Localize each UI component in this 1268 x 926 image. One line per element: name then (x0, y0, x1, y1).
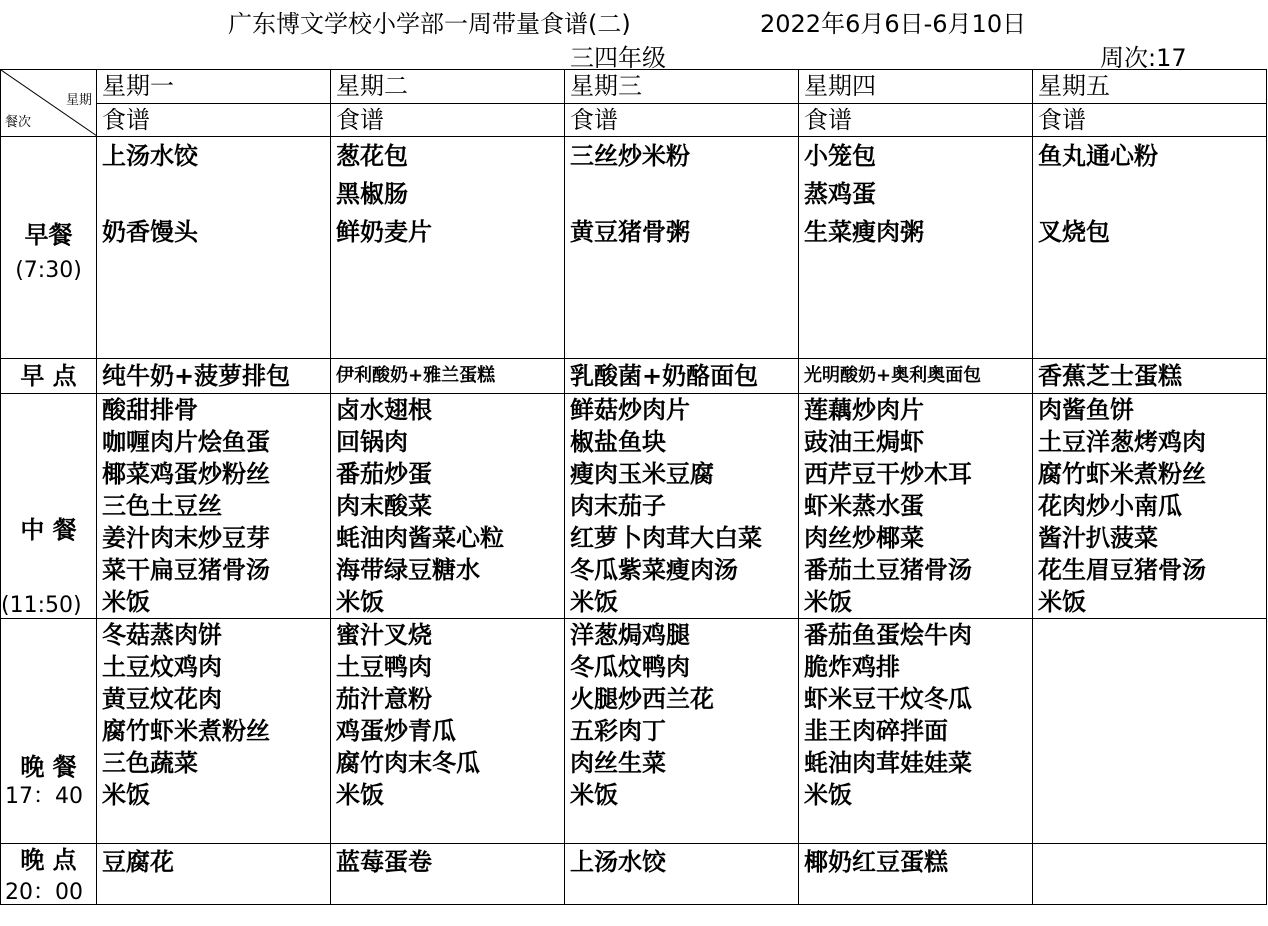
menu-title: 广东博文学校小学部一周带量食谱(二) (228, 10, 631, 38)
dish: 米饭 (102, 588, 150, 616)
dish (1038, 175, 1266, 213)
dish: 鱼丸通心粉 (1038, 142, 1158, 170)
dish: 莲藕炒肉片 (804, 396, 924, 424)
morning-snack-row (1, 359, 1267, 394)
dish: 豉油王焗虾 (804, 428, 924, 456)
dish: 葱花包 (336, 142, 408, 170)
night-snack-item: 蓝莓蛋卷 (331, 844, 565, 905)
night-snack-item: 豆腐花 (97, 844, 331, 905)
dinner-cell-empty (1033, 619, 1267, 844)
dish: 西芹豆干炒木耳 (804, 460, 972, 488)
dish: 蜜汁叉烧 (336, 621, 432, 649)
breakfast-label-cell (1, 137, 97, 359)
dish: 洋葱焗鸡腿 (570, 621, 690, 649)
dish: 腐竹虾米煮粉丝 (102, 717, 270, 745)
day-header: 星期三 (565, 70, 799, 104)
day-header: 星期一 (97, 70, 331, 104)
dinner-cell (97, 619, 331, 844)
dish: 三色土豆丝 (102, 492, 222, 520)
dish: 番茄土豆猪骨汤 (804, 556, 972, 584)
breakfast-cell (97, 137, 331, 359)
dish: 虾米蒸水蛋 (804, 492, 924, 520)
night-snack-item: 上汤水饺 (565, 844, 799, 905)
dish: 三丝炒米粉 (570, 142, 690, 170)
dish: 菜干扁豆猪骨汤 (102, 556, 270, 584)
week-number: 周次:17 (1100, 44, 1187, 72)
dish: 叉烧包 (1038, 218, 1110, 246)
dish: 肉酱鱼饼 (1038, 396, 1134, 424)
dish: 肉末酸菜 (336, 492, 432, 520)
lunch-label: 中 餐 (20, 516, 77, 544)
snack-item: 香蕉芝士蛋糕 (1033, 359, 1267, 394)
breakfast-row (1, 137, 1267, 359)
breakfast-cell (799, 137, 1033, 359)
dinner-label-cell (1, 619, 97, 844)
dish: 虾米豆干炆冬瓜 (804, 685, 972, 713)
dish: 黄豆猪骨粥 (570, 218, 690, 246)
dish: 米饭 (1038, 588, 1086, 616)
dish: 蚝油肉酱菜心粒 (336, 524, 504, 552)
dish (102, 175, 330, 213)
dish: 鲜菇炒肉片 (570, 396, 690, 424)
dish: 咖喱肉片烩鱼蛋 (102, 428, 270, 456)
night-snack-item (1033, 844, 1267, 905)
dish: 花生眉豆猪骨汤 (1038, 556, 1206, 584)
day-header: 星期二 (331, 70, 565, 104)
corner-meal-label: 餐次 (5, 115, 32, 130)
dish: 生菜瘦肉粥 (804, 218, 924, 246)
dish: 米饭 (804, 588, 852, 616)
night-snack-item: 椰奶红豆蛋糕 (799, 844, 1033, 905)
day-header-row (1, 70, 1267, 104)
dish: 土豆鸭肉 (336, 653, 432, 681)
dish: 冬菇蒸肉饼 (102, 621, 222, 649)
lunch-cell (331, 394, 565, 619)
dinner-cell (565, 619, 799, 844)
dish: 鲜奶麦片 (336, 218, 432, 246)
dish (570, 175, 798, 213)
dish: 小笼包 (804, 142, 876, 170)
corner-day-label: 星期 (65, 93, 92, 108)
dish: 黄豆炆花肉 (102, 685, 222, 713)
dish: 米饭 (570, 588, 618, 616)
dish: 冬瓜炆鸭肉 (570, 653, 690, 681)
dish: 肉丝炒椰菜 (804, 524, 924, 552)
dish: 米饭 (570, 781, 618, 809)
dish: 回锅肉 (336, 428, 408, 456)
recipe-label: 食谱 (799, 104, 1033, 137)
snack-item: 光明酸奶+奥利奥面包 (799, 359, 1033, 394)
dish: 瘦肉玉米豆腐 (570, 460, 714, 488)
dish: 上汤水饺 (102, 142, 198, 170)
dish: 米饭 (336, 588, 384, 616)
recipe-label: 食谱 (331, 104, 565, 137)
dish: 红萝卜肉茸大白菜 (570, 524, 762, 552)
recipe-label: 食谱 (97, 104, 331, 137)
recipe-label: 食谱 (1033, 104, 1267, 137)
dish: 冬瓜紫菜瘦肉汤 (570, 556, 738, 584)
breakfast-label: 早餐 (24, 221, 73, 249)
dish: 肉末茄子 (570, 492, 666, 520)
dish: 酱汁扒菠菜 (1038, 524, 1158, 552)
lunch-time: (11:50) (1, 593, 82, 618)
dish: 椒盐鱼块 (570, 428, 666, 456)
night-snack-label: 晚 点 (20, 846, 77, 874)
recipe-header-row (1, 104, 1267, 137)
day-header: 星期五 (1033, 70, 1267, 104)
dish: 番茄炒蛋 (336, 460, 432, 488)
dish: 土豆炆鸡肉 (102, 653, 222, 681)
lunch-cell (799, 394, 1033, 619)
lunch-cell (565, 394, 799, 619)
recipe-label: 食谱 (565, 104, 799, 137)
dish: 茄汁意粉 (336, 685, 432, 713)
dish: 三色蔬菜 (102, 749, 198, 777)
dish: 米饭 (102, 781, 150, 809)
dinner-cell (799, 619, 1033, 844)
dish: 米饭 (804, 781, 852, 809)
lunch-row (1, 394, 1267, 619)
snack-item: 纯牛奶+菠萝排包 (97, 359, 331, 394)
dinner-label: 晚 餐 (20, 753, 77, 781)
dish: 姜汁肉末炒豆芽 (102, 524, 270, 552)
night-snack-label-cell (1, 844, 97, 905)
dinner-row (1, 619, 1267, 844)
night-snack-time: 20：00 (5, 880, 83, 905)
dish: 脆炸鸡排 (804, 653, 900, 681)
dish: 火腿炒西兰花 (570, 685, 714, 713)
dish: 蒸鸡蛋 (804, 180, 876, 208)
dish: 蚝油肉茸娃娃菜 (804, 749, 972, 777)
dish: 土豆洋葱烤鸡肉 (1038, 428, 1206, 456)
menu-table (0, 69, 1267, 905)
grade-label: 三四年级 (570, 44, 666, 72)
dish: 番茄鱼蛋烩牛肉 (804, 621, 972, 649)
morning-snack-label: 早 点 (1, 359, 97, 394)
dish: 奶香馒头 (102, 218, 198, 246)
dinner-cell (331, 619, 565, 844)
snack-item: 乳酸菌+奶酪面包 (565, 359, 799, 394)
dinner-time: 17：40 (5, 784, 83, 809)
corner-cell (1, 70, 97, 137)
dish: 鸡蛋炒青瓜 (336, 717, 456, 745)
dish: 腐竹虾米煮粉丝 (1038, 460, 1206, 488)
snack-item: 伊利酸奶+雅兰蛋糕 (331, 359, 565, 394)
lunch-cell (97, 394, 331, 619)
dish: 五彩肉丁 (570, 717, 666, 745)
dish: 肉丝生菜 (570, 749, 666, 777)
dish: 花肉炒小南瓜 (1038, 492, 1182, 520)
dish: 椰菜鸡蛋炒粉丝 (102, 460, 270, 488)
page-title (0, 4, 1268, 36)
dish: 海带绿豆糖水 (336, 556, 480, 584)
dish: 黑椒肠 (336, 180, 408, 208)
breakfast-cell (565, 137, 799, 359)
dish: 卤水翅根 (336, 396, 432, 424)
dish: 酸甜排骨 (102, 396, 198, 424)
breakfast-time: (7:30) (15, 258, 82, 283)
day-header: 星期四 (799, 70, 1033, 104)
lunch-label-cell (1, 394, 97, 619)
dish: 米饭 (336, 781, 384, 809)
date-range: 2022年6月6日-6月10日 (760, 10, 1027, 38)
lunch-cell (1033, 394, 1267, 619)
breakfast-cell (1033, 137, 1267, 359)
dish: 韭王肉碎拌面 (804, 717, 948, 745)
night-snack-row (1, 844, 1267, 905)
dish: 腐竹肉末冬瓜 (336, 749, 480, 777)
breakfast-cell (331, 137, 565, 359)
